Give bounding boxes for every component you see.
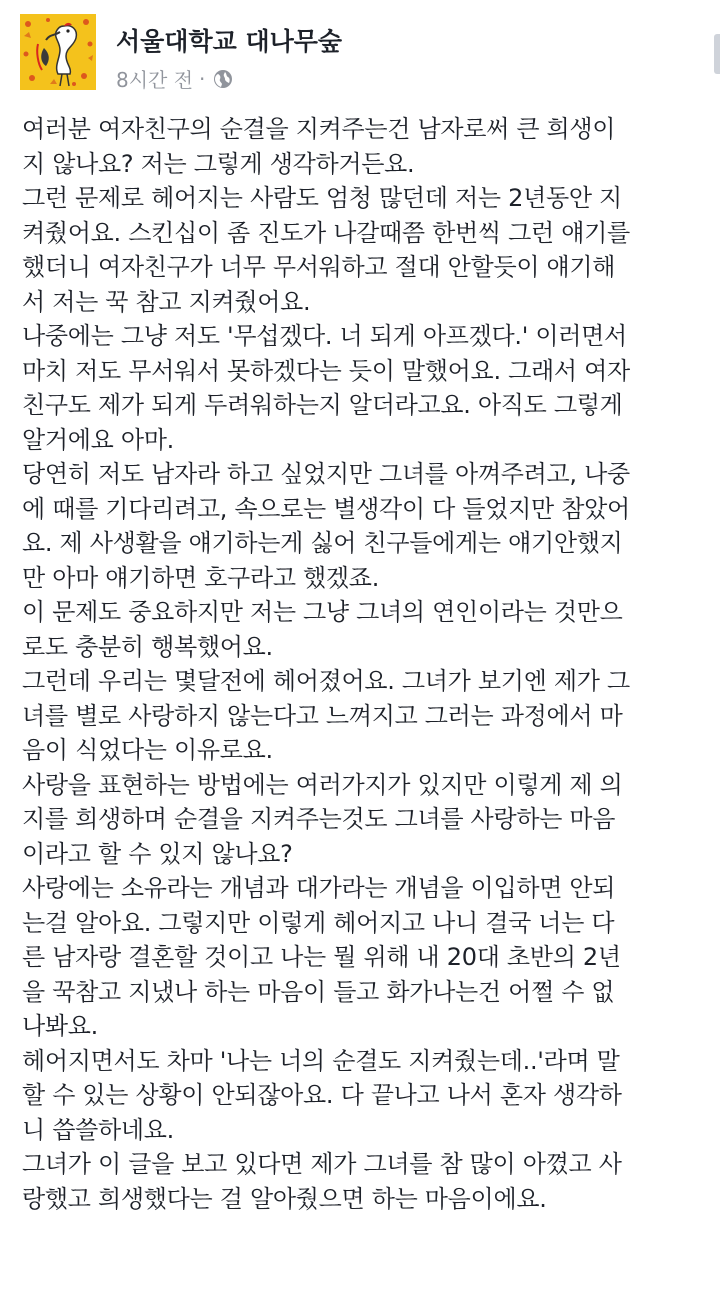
post-text-line: 서 저는 꾹 참고 지켜줬어요. [22, 287, 311, 316]
crane-logo-icon [20, 14, 96, 90]
post-text-line: 만 아마 얘기하면 호구라고 했겠죠. [22, 563, 380, 592]
post-text-line: 헤어지면서도 차마 '나는 너의 순결도 지켜줬는데..'라며 말 [22, 1046, 620, 1075]
post-text-line: 친구도 제가 되게 두려워하는지 알더라고요. 아직도 그렇게 [22, 391, 623, 419]
post-text-line: 지 않나요? 저는 그렇게 생각하거든요. [22, 149, 415, 178]
post-text-line: 니 씁쓸하네요. [22, 1115, 174, 1144]
post-text-line: 을 꾹참고 지냈나 하는 마음이 들고 화가나는건 어쩔 수 없 [22, 977, 615, 1006]
post-text-line: 이 문제도 중요하지만 저는 그냥 그녀의 연인이라는 것만으 [22, 598, 623, 626]
post-header [0, 0, 720, 100]
post-text-line: 나봐요. [22, 1012, 98, 1040]
post-text-line: 른 남자랑 결혼할 것이고 나는 뭘 위해 내 20대 초반의 2년 [22, 943, 621, 971]
post-text-line: 로도 충분히 행복했어요. [22, 632, 273, 661]
post-text-line: 켜줬어요. 스킨십이 좀 진도가 나갈때쯤 한번씩 그런 얘기를 [22, 218, 630, 247]
post-text-line: 그녀가 이 글을 보고 있다면 제가 그녀를 참 많이 아꼈고 사 [22, 1150, 622, 1178]
post-text-line: 사랑을 표현하는 방법에는 여러가지가 있지만 이렇게 제 의 [22, 770, 623, 799]
post-text-line: 나중에는 그냥 저도 '무섭겠다. 너 되게 아프겠다.' 이러면서 [22, 322, 627, 350]
post-text-line: 그런 문제로 헤어지는 사람도 엄청 많던데 저는 2년동안 지 [22, 184, 622, 212]
page-name-link[interactable]: 서울대학교 대나무숲 [116, 27, 343, 56]
post-text-line: 알거에요 아마. [22, 425, 174, 454]
post-text-line: 지를 희생하며 순결을 지켜주는것도 그녀를 사랑하는 마음 [22, 805, 616, 833]
post-text-line: 여러분 여자친구의 순결을 지켜주는건 남자로써 큰 희생이 [22, 115, 616, 143]
post-text-line: 했더니 여자친구가 너무 무서워하고 절대 안할듯이 얘기해 [22, 253, 616, 281]
post-text-line: 사랑에는 소유라는 개념과 대가라는 개념을 이입하면 안되 [22, 874, 616, 902]
post-text-line: 할 수 있는 상황이 안되잖아요. 다 끝나고 나서 혼자 생각하 [22, 1081, 622, 1109]
page-avatar[interactable] [20, 14, 96, 90]
post-text-line: 랑했고 희생했다는 걸 알아줬으면 하는 마음이에요. [22, 1184, 547, 1213]
post-text-line: 에 때를 기다리려고, 속으로는 별생각이 다 들었지만 참았어 [22, 494, 630, 523]
post-text-line: 마치 저도 무서워서 못하겠다는 듯이 말했어요. 그래서 여자 [22, 356, 630, 385]
post-text-line: 는걸 알아요. 그렇지만 이렇게 헤어지고 나니 결국 너는 다 [22, 908, 615, 937]
post-meta [116, 64, 233, 93]
scroll-edge-indicator [714, 34, 720, 74]
post-text-line: 당연히 저도 남자라 하고 싶었지만 그녀를 아껴주려고, 나중 [22, 460, 630, 488]
post-text-line: 이라고 할 수 있지 않나요? [22, 839, 293, 868]
post-timestamp[interactable]: 8시간 전 [116, 68, 194, 92]
post-text-line: 음이 식었다는 이유로요. [22, 736, 273, 764]
post-text-line: 요. 제 사생활을 얘기하는게 싫어 친구들에게는 얘기안했지 [22, 529, 623, 557]
post-body [22, 112, 712, 1216]
post-text-line: 녀를 별로 사랑하지 않는다고 느껴지고 그러는 과정에서 마 [22, 701, 623, 730]
post-text-line: 그런데 우리는 몇달전에 헤어졌어요. 그녀가 보기엔 제가 그 [22, 667, 630, 695]
meta-separator: · [199, 66, 206, 91]
globe-icon[interactable] [213, 69, 233, 89]
